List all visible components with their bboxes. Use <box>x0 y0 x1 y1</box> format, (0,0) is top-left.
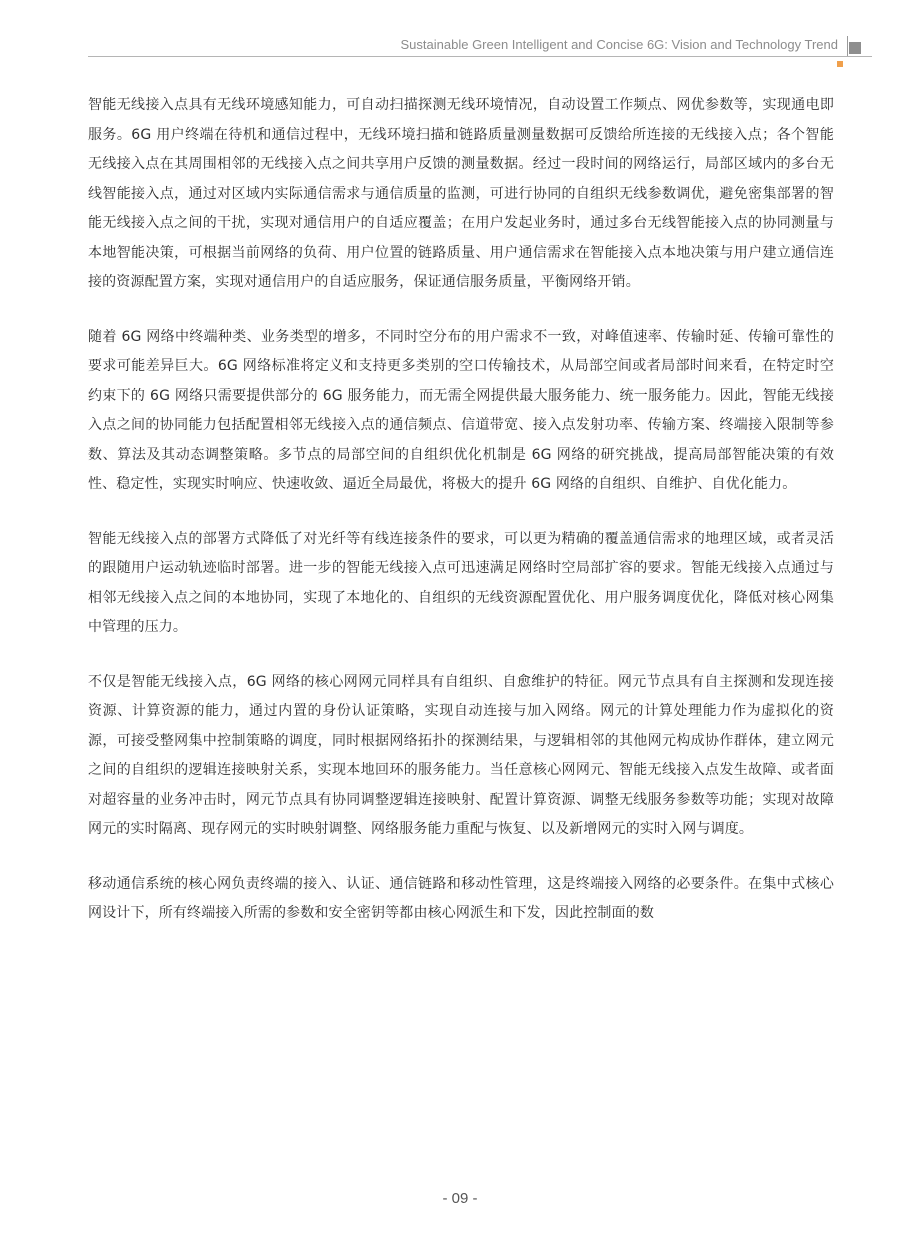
paragraph-2: 随着 6G 网络中终端种类、业务类型的增多，不同时空分布的用户需求不一致，对峰值速率、传输时延、传输可靠性的要求可能差异巨大。6G 网络标准将定义和支持更多类别的空口传输技术，从局部空间或者局部时间来看，在特定时空约束下的 6G 网络只需要提供部分的 6G 服务能力，而无需全网提供最大服务能力、统一服务能力。因此，智能无线接入点之间的协同能力包括配置相邻无线接入点的通信频点、信道带宽、接入点发射功率、传输方案、终端接入限制等参数、算法及其动态调整策略。多节点的局部空间的自组织优化机制是 6G 网络的研究挑战，提高局部智能决策的有效性、稳定性，实现实时响应、快速收敛、逼近全局最优，将极大的提升 6G 网络的自组织、自维护、自优化能力。 <box>88 328 834 492</box>
body-text <box>88 91 834 954</box>
paragraph-4: 不仅是智能无线接入点，6G 网络的核心网网元同样具有自组织、自愈维护的特征。网元节点具有自主探测和发现连接资源、计算资源的能力，通过内置的身份认证策略，实现自动连接与加入网络。网元的计算处理能力作为虚拟化的资源，可接受整网集中控制策略的调度，同时根据网络拓扑的探测结果，与逻辑相邻的其他网元构成协作群体，建立网元之间的自组织的逻辑连接映射关系，实现本地回环的服务能力。当任意核心网网元、智能无线接入点发生故障、或者面对超容量的业务冲击时，网元节点具有协同调整逻辑连接映射、配置计算资源、调整无线服务参数等功能；实现对故障网元的实时隔离、现存网元的实时映射调整、网络服务能力重配与恢复、以及新增网元的实时入网与调度。 <box>88 673 834 837</box>
paragraph-5: 移动通信系统的核心网负责终端的接入、认证、通信链路和移动性管理，这是终端接入网络的必要条件。在集中式核心网设计下，所有终端接入所需的参数和安全密钥等都由核心网派生和下发，因此控制面的数 <box>88 875 834 921</box>
header-orange-square-decoration <box>837 61 843 67</box>
header-rule <box>88 56 872 57</box>
page-number: - 09 - <box>442 1190 478 1207</box>
header-vertical-rule <box>847 36 848 56</box>
paragraph-3: 智能无线接入点的部署方式降低了对光纤等有线连接条件的要求，可以更为精确的覆盖通信需求的地理区域，或者灵活的跟随用户运动轨迹临时部署。进一步的智能无线接入点可迅速满足网络时空局部扩容的要求。智能无线接入点通过与相邻无线接入点之间的本地协同，实现了本地化的、自组织的无线资源配置优化、用户服务调度优化，降低对核心网集中管理的压力。 <box>88 530 834 635</box>
running-header-title: Sustainable Green Intelligent and Concise 6G: Vision and Technology Trend <box>400 37 838 52</box>
paragraph-1: 智能无线接入点具有无线环境感知能力，可自动扫描探测无线环境情况，自动设置工作频点、网优参数等，实现通电即服务。6G 用户终端在待机和通信过程中，无线环境扫描和链路质量测量数据可反馈给所连接的无线接入点；各个智能无线接入点在其周围相邻的无线接入点之间共享用户反馈的测量数据。经过一段时间的网络运行，局部区域内的多台无线智能接入点，通过对区域内实际通信需求与通信质量的监测，可进行协同的自组织无线参数调优，避免密集部署的智能无线接入点之间的干扰，实现对通信用户的自适应覆盖；在用户发起业务时，通过多台无线智能接入点的协同测量与本地智能决策，可根据当前网络的负荷、用户位置的链路质量、用户通信需求在智能接入点本地决策与用户建立通信连接的资源配置方案，实现对通信用户的自适应服务，保证通信服务质量，平衡网络开销。 <box>88 97 834 290</box>
header-gray-square-decoration <box>849 42 861 54</box>
